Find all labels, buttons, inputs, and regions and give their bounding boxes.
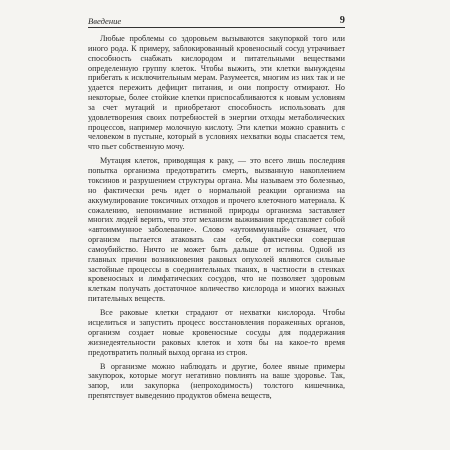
- paragraph: Все раковые клетки страдают от нехватки кислорода. Чтобы исцелиться и запустить процесс восстановления пораженных органов, организм создает новые кровеносные сосуды для поддержания жизнедеятельности раковых клеток и хотя бы на какое-то время предотвратить полный выход органа из строя.: [88, 308, 345, 357]
- section-title: Введение: [88, 16, 122, 26]
- body-text: [88, 34, 345, 401]
- running-header: [88, 12, 345, 28]
- book-page: [88, 12, 345, 405]
- paragraph: Любые проблемы со здоровьем вызываются закупоркой того или иного рода. К примеру, заблокированный кровеносный сосуд утрачивает способность снабжать кислородом и питательными веществами определенную группу клеток. Чтобы выжить, эти клетки вынуждены прибегать к исключительным мерам. Разумеется, многим из них так и не удается пережить дефицит питания, и они попросту отмирают. Но некоторые, более стойкие клетки приспосабливаются к новым условиям за счет мутаций и приобретают способность использовать для удовлетворения своих потребностей в энергии отходы метаболических процессов, например молочную кислоту. Эти клетки можно сравнить с человеком в пустыне, который в условиях нехватки воды спасается тем, что пьет собственную мочу.: [88, 34, 345, 152]
- paragraph: Мутация клеток, приводящая к раку, — это всего лишь последняя попытка организма предотвратить смерть, вызванную накоплением токсинов и разрушением структуры органа. Мы называем это болезнью, но фактически речь идет о нормальной реакции организма на аккумулирование токсичных отходов и прочего клеточного материала. К сожалению, непонимание истинной природы организма заставляет многих людей верить, что этот механизм выживания представляет собой «автоиммунное заболевание». Слово «аутоиммунный» означает, что организм пытается атаковать сам себя, фактически совершая самоубийство. Ничто не может быть дальше от истины. Одной из главных причин возникновения раковых опухолей являются сильные застойные процессы в соединительных тканях, в частности в стенках кровеносных и лимфатических сосудов, что не позволяет здоровым клеткам получать достаточное количество кислорода и многих важных питательных веществ.: [88, 156, 345, 304]
- page-number: 9: [339, 15, 345, 26]
- paragraph: В организме можно наблюдать и другие, более явные примеры закупорок, которые могут негативно повлиять на ваше здоровье. Так, запор, или закупорка (непроходимость) толстого кишечника, препятствует выведению продуктов обмена веществ,: [88, 361, 345, 401]
